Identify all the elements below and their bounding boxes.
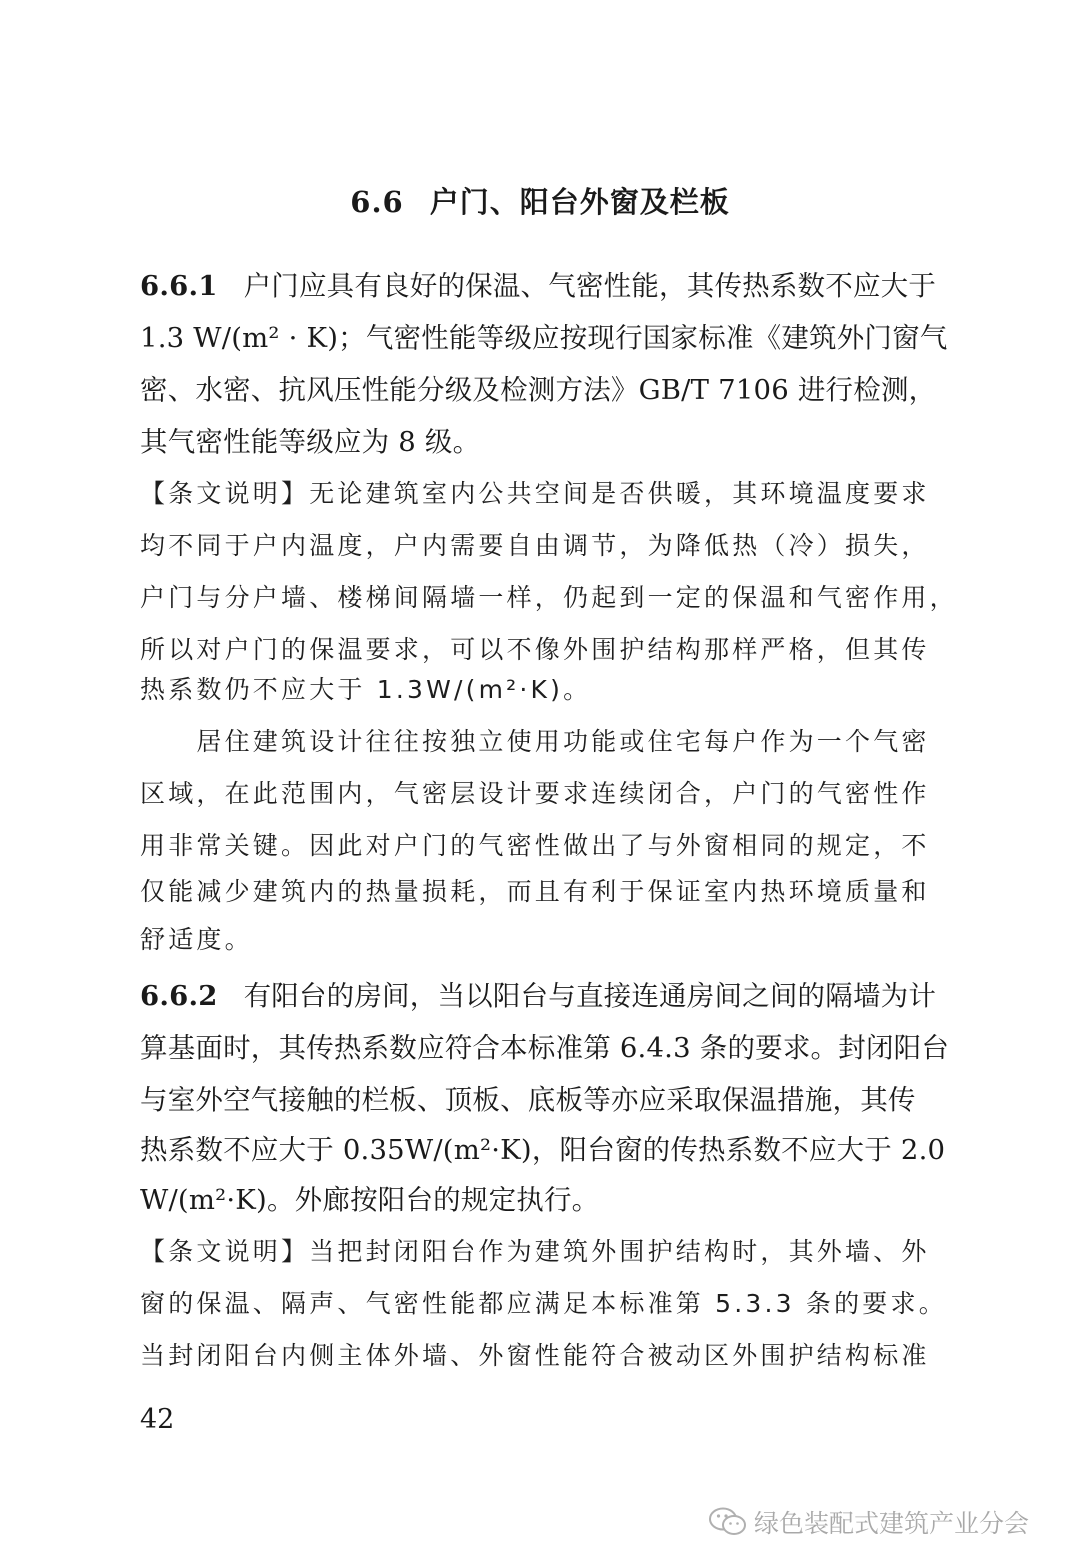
section-number: 6.6 [350, 185, 404, 219]
note-6-6-2-line-2: 窗的保温、隔声、气密性能都应满足本标准第 5.3.3 条的要求。 [140, 1289, 947, 1318]
clause-number: 6.6.1 [140, 270, 218, 302]
clause-number: 6.6.2 [140, 980, 218, 1012]
clause-6-6-2-line-5: W/(m²·K)。外廊按阳台的规定执行。 [140, 1184, 600, 1216]
note-6-6-1-line-8: 用非常关键。因此对户门的气密性做出了与外窗相同的规定，不 [140, 831, 930, 860]
document-page [140, 0, 958, 1566]
clause-6-6-2-line-2: 算基面时，其传热系数应符合本标准第 6.4.3 条的要求。封闭阳台 [140, 1032, 950, 1064]
clause-6-6-1-line-4: 其气密性能等级应为 8 级。 [140, 426, 481, 458]
note-6-6-1-line-3: 户门与分户墙、楼梯间隔墙一样，仍起到一定的保温和气密作用， [140, 583, 958, 612]
note-6-6-1-line-6: 居住建筑设计往往按独立使用功能或住宅每户作为一个气密 [140, 727, 930, 756]
note-6-6-1-line-7: 区域，在此范围内，气密层设计要求连续闭合，户门的气密性作 [140, 779, 930, 808]
clause-6-6-2-line-3: 与室外空气接触的栏板、顶板、底板等亦应采取保温措施，其传 [140, 1084, 916, 1116]
clause-6-6-2-line-1: 6.6.2 有阳台的房间，当以阳台与直接连通房间之间的隔墙为计 [140, 980, 937, 1012]
clause-6-6-1-line-1: 6.6.1 户门应具有良好的保温、气密性能，其传热系数不应大于 [140, 270, 937, 302]
clause-6-6-2-line-4: 热系数不应大于 0.35W/(m²·K)，阳台窗的传热系数不应大于 2.0 [140, 1134, 946, 1166]
section-heading [140, 180, 940, 221]
note-6-6-1-line-9: 仅能减少建筑内的热量损耗，而且有利于保证室内热环境质量和 [140, 877, 930, 906]
note-6-6-1-line-10: 舒适度。 [140, 925, 253, 954]
watermark-text: 绿色装配式建筑产业分会 [754, 1509, 1030, 1538]
section-title: 户门、阳台外窗及栏板 [429, 185, 730, 219]
note-6-6-2-line-3: 当封闭阳台内侧主体外墙、外窗性能符合被动区外围护结构标准 [140, 1341, 930, 1370]
clause-6-6-1-line-2: 1.3 W/(m² · K)；气密性能等级应按现行国家标准《建筑外门窗气 [140, 322, 948, 354]
note-6-6-1-line-4: 所以对户门的保温要求，可以不像外围护结构那样严格，但其传 [140, 635, 930, 664]
wechat-icon [708, 1506, 748, 1538]
note-6-6-2-line-1: 【条文说明】当把封闭阳台作为建筑外围护结构时，其外墙、外 [140, 1237, 930, 1266]
note-6-6-1-line-1: 【条文说明】无论建筑室内公共空间是否供暖，其环境温度要求 [140, 479, 930, 508]
watermark [708, 1500, 1029, 1544]
note-6-6-1-line-5: 热系数仍不应大于 1.3W/(m²·K)。 [140, 675, 592, 704]
page-number: 42 [140, 1404, 175, 1435]
clause-6-6-1-line-3: 密、水密、抗风压性能分级及检测方法》GB/T 7106 进行检测， [140, 374, 937, 406]
note-6-6-1-line-2: 均不同于户内温度，户内需要自由调节，为降低热（冷）损失， [140, 531, 930, 560]
